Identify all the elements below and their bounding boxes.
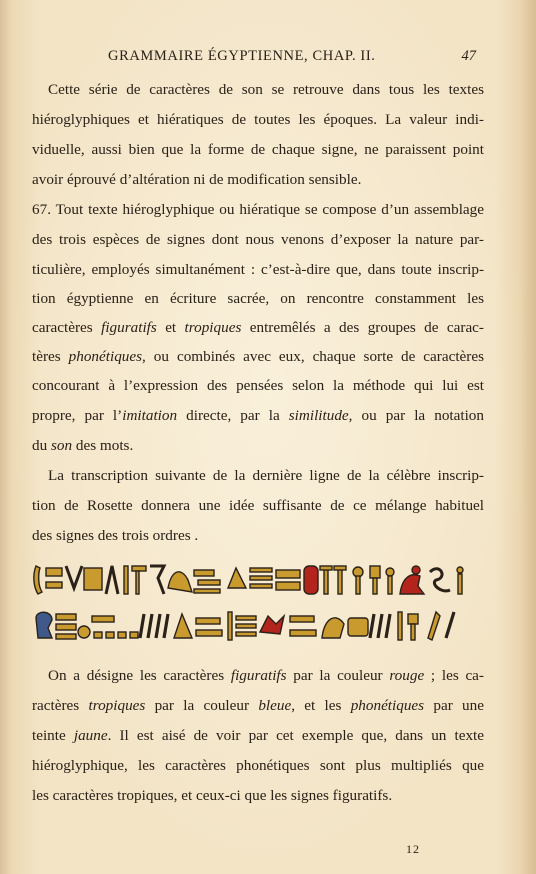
running-head	[0, 48, 536, 68]
paragraph-1-line-2: hiéroglyphiques et hiératiques de toutes les époques. La valeur indi-	[32, 111, 484, 128]
term-figuratifs: figuratifs	[101, 319, 157, 336]
term-tropiques-2: tropiques	[88, 697, 146, 714]
term-imitation: imitation	[122, 407, 178, 424]
hieroglyph-row-1	[32, 558, 472, 602]
term-son: son	[50, 437, 73, 454]
term-rouge: rouge	[389, 667, 425, 684]
paragraph-4-line-2: ractères tropiques par la couleur bleue, et les phonétiques par une	[32, 697, 484, 714]
hieroglyph-row-2	[32, 604, 472, 648]
paragraph-2-line-2: des trois espèces de signes dont nous venons d’exposer la nature par-	[32, 231, 484, 248]
paragraph-2-line-8: propre, par l’imitation directe, par la similitude, ou par la notation	[32, 407, 484, 424]
running-title: GRAMMAIRE ÉGYPTIENNE, CHAP. II.	[108, 48, 376, 64]
term-phonetiques: phonétiques	[68, 348, 143, 365]
paragraph-3-line-1: La transcription suivante de la dernière ligne de la célèbre inscrip-	[48, 467, 484, 484]
page-number: 47	[461, 48, 476, 64]
paragraph-2-line-7: concourant à l’expression des pensées selon la méthode qui lui est	[32, 377, 484, 394]
paragraph-2-line-9: du son des mots.	[32, 437, 134, 454]
signature-mark: 12	[406, 842, 420, 856]
paragraph-4-line-5: les caractères tropiques, et ceux-ci que les signes figuratifs.	[32, 787, 393, 804]
paragraph-4-line-4: hiéroglyphique, les caractères phonétiques sont plus multipliés que	[32, 757, 484, 774]
paragraph-1-line-4: avoir éprouvé d’altération ni de modification sensible.	[32, 171, 362, 188]
hieroglyph-line-2-graphic	[32, 604, 472, 648]
term-similitude: similitude	[288, 407, 349, 424]
term-phonetiques-2: phonétiques	[350, 697, 425, 714]
paragraph-2-line-6: tères phonétiques, ou combinés avec eux, chaque sorte de caractères	[32, 348, 484, 365]
term-jaune: jaune	[73, 727, 108, 744]
paragraph-2-line-3: ticulière, employés simultanément : c’est-à-dire que, dans toute inscrip-	[32, 261, 484, 278]
term-bleue: bleue	[258, 697, 292, 714]
paragraph-2-line-4: tion égyptienne en écriture sacrée, on rencontre constamment les	[32, 290, 484, 307]
paragraph-4-line-3: teinte jaune. Il est aisé de voir par cet exemple que, dans un texte	[32, 727, 484, 744]
hieroglyph-line-1-graphic	[32, 558, 472, 602]
paragraph-4-line-1: On a désigne les caractères figuratifs par la couleur rouge ; les ca-	[48, 667, 484, 684]
term-figuratifs-2: figuratifs	[230, 667, 287, 684]
paragraph-1-line-1: Cette série de caractères de son se retrouve dans tous les textes	[48, 81, 484, 98]
paragraph-1-line-3: viduelle, aussi bien que la forme de chaque signe, ne paraissent point	[32, 141, 484, 158]
paragraph-3-line-2: tion de Rosette donnera une idée suffisante de ce mélange habituel	[32, 497, 484, 514]
term-tropiques: tropiques	[184, 319, 242, 336]
paragraph-2-line-5: caractères figuratifs et tropiques entremêlés a des groupes de carac-	[32, 319, 484, 336]
paragraph-2-line-1: 67. Tout texte hiéroglyphique ou hiératique se compose d’un assemblage	[32, 201, 484, 218]
paragraph-3-line-3: des signes des trois ordres .	[32, 527, 199, 544]
